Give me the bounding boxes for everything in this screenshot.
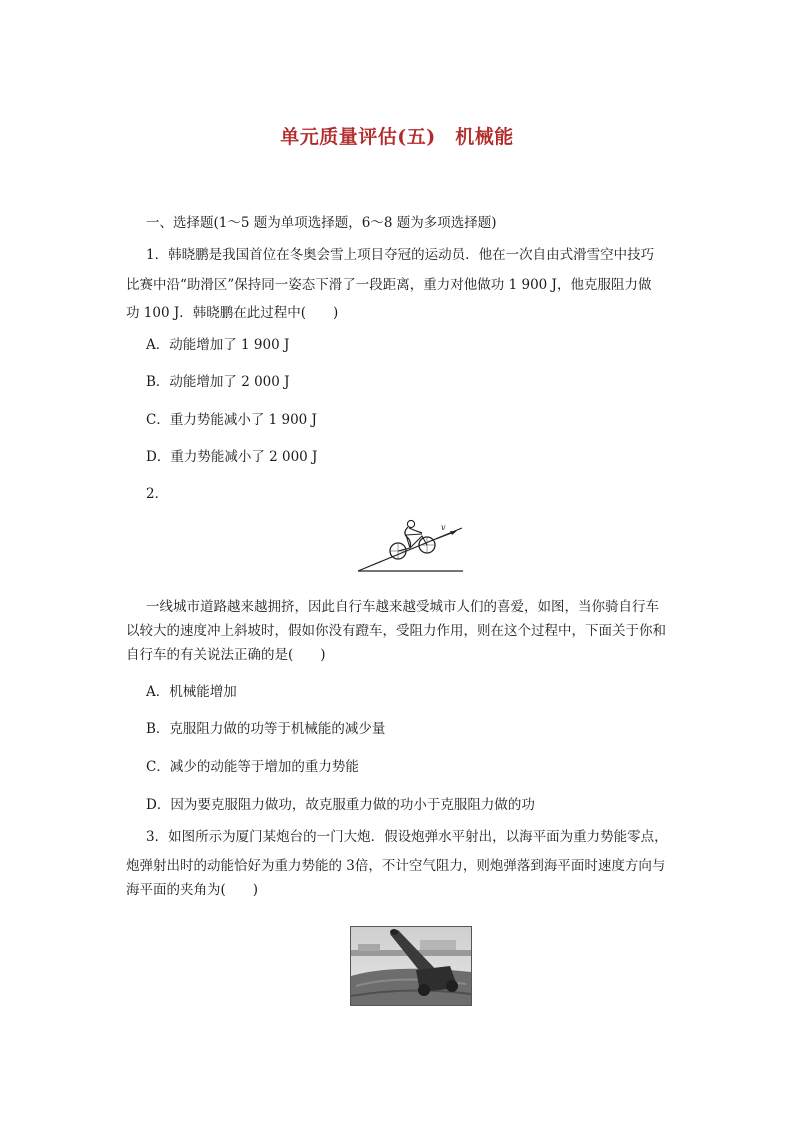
q2-number: 2． xyxy=(146,486,169,502)
q1-option-d: D．重力势能减小了 2 000 J xyxy=(146,449,318,465)
q2-option-a: A．机械能增加 xyxy=(146,684,237,700)
page-title: 单元质量评估(五) 机械能 xyxy=(280,126,514,148)
q2-option-c: C．减少的动能等于增加的重力势能 xyxy=(146,759,359,775)
q1-stem-line-1: 1．韩晓鹏是我国首位在冬奥会雪上项目夺冠的运动员．他在一次自由式滑雪空中技巧 xyxy=(146,247,655,263)
cannon-photo xyxy=(350,926,472,1006)
q2-option-d: D．因为要克服阻力做功，故克服重力做的功小于克服阻力做的功 xyxy=(146,797,535,813)
bicycle-slope-figure xyxy=(356,518,466,574)
q2-stem-line-1: 一线城市道路越来越拥挤，因此自行车越来越受城市人们的喜爱，如图，当你骑自行车 xyxy=(146,599,659,615)
q1-stem-line-3: 功 100 J．韩晓鹏在此过程中( ) xyxy=(126,305,339,321)
q2-stem-line-3: 自行车的有关说法正确的是( ) xyxy=(126,647,326,663)
section-heading: 一、选择题(1～5 题为单项选择题，6～8 题为多项选择题) xyxy=(146,215,497,231)
q1-option-c: C．重力势能减小了 1 900 J xyxy=(146,412,317,428)
q1-stem-line-2: 比赛中沿“助滑区”保持同一姿态下滑了一段距离，重力对他做功 1 900 J，他克服阻力做 xyxy=(126,277,652,293)
q3-stem-line-3: 海平面的夹角为( ) xyxy=(126,882,259,898)
q1-option-b: B．动能增加了 2 000 J xyxy=(146,374,290,390)
q2-stem-line-2: 以较大的速度冲上斜坡时，假如你没有蹬车，受阻力作用，则在这个过程中，下面关于你和 xyxy=(126,623,666,639)
q3-stem-line-2: 炮弹射出时的动能恰好为重力势能的 3倍，不计空气阻力，则炮弹落到海平面时速度方向与 xyxy=(126,858,666,874)
q2-option-b: B．克服阻力做的功等于机械能的减少量 xyxy=(146,721,386,737)
q3-stem-line-1: 3．如图所示为厦门某炮台的一门大炮．假设炮弹水平射出，以海平面为重力势能零点， xyxy=(146,829,668,845)
q1-option-a: A．动能增加了 1 900 J xyxy=(146,337,290,353)
velocity-label: v xyxy=(441,523,446,532)
